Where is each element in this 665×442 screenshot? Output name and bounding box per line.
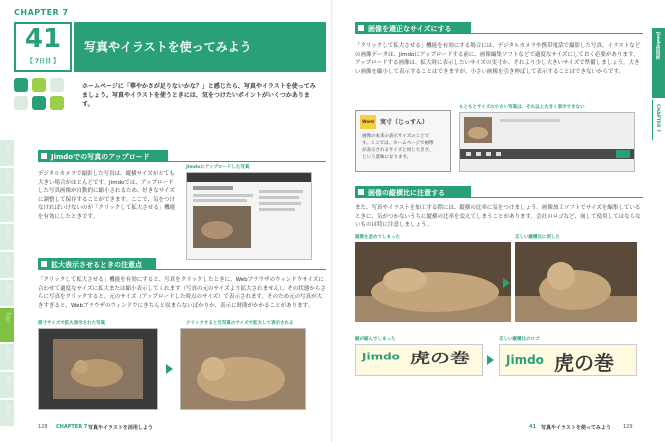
- heading-marker: [358, 25, 364, 31]
- page-number: 128: [38, 424, 48, 430]
- heading-marker: [358, 189, 364, 195]
- side-tab-day4[interactable]: [0, 224, 14, 250]
- word-badge: Word: [360, 115, 376, 129]
- caption-original-size: クリックすると元写真のサイズで拡大して表示される: [186, 321, 294, 326]
- footer-chapter: CHAPTER 7: [56, 424, 88, 430]
- page-title: 写真やイラストを使ってみよう: [84, 40, 252, 54]
- side-tab-day1[interactable]: [0, 140, 14, 166]
- caption-small-photo: もともとサイズの小さい写真は、それ以上大きく表示できない: [459, 105, 585, 110]
- title-banner: [74, 22, 326, 72]
- section-rule: [156, 269, 326, 270]
- section-heading-enlarge: [38, 258, 156, 270]
- section-rule: [471, 197, 643, 198]
- caption-correct-photo: 正しい縦横比に戻した: [515, 235, 560, 240]
- side-tab-label: 7日目: [6, 312, 11, 323]
- section-body-upload: デジタルカメラで撮影した写真は、縦横サイズがとても大きい場合がほとんどです。Jimdoでは、アップロードした写真画像が自動的に縮小されるため、好きなサイズに調整して保存することができます。ここで、気をつけなければいけないのが「クリックして拡大させる」機能を有効にしたときです。: [38, 171, 176, 220]
- side-tab-day5[interactable]: [0, 252, 14, 278]
- arrow-icon: [166, 364, 173, 374]
- footer-title: 写真やイラストを活用しよう: [88, 425, 153, 431]
- squashed-logo: [355, 344, 483, 376]
- side-tabs: [0, 140, 14, 440]
- side-tab-label: 9日目: [6, 376, 11, 387]
- caption-uploaded-photo: Jimdoにアップロードした写真: [186, 165, 250, 170]
- side-tab-day7[interactable]: [0, 308, 14, 342]
- section-heading-label: Jimdoでの写真のアップロード: [51, 153, 150, 161]
- side-tab-label: 2日目: [6, 172, 11, 183]
- heading-marker: [41, 153, 47, 159]
- side-tab-label: 1日目: [6, 144, 11, 155]
- section-body-aspect: また、写真やイラストを加工する際には、縦横の比率に気をつけましょう。画像加工ソフトでサイズを編集しているときに、気がつかないうちに縦横の比率を変えてしまうことがあります。会社のロゴなど、崩して使用してはならないものは特に注意しましょう。: [355, 205, 641, 228]
- section-heading-label: 拡大表示させるときの注意点: [51, 261, 142, 269]
- side-tab-day10[interactable]: [0, 400, 14, 426]
- side-tab-label: 6日目: [6, 284, 11, 295]
- day-number: 41: [24, 24, 62, 54]
- lightbox-screenshot-fit: [38, 328, 158, 410]
- heading-marker: [41, 261, 47, 267]
- logo-jimdo-text: Jimdo: [506, 353, 544, 367]
- side-tab-day3[interactable]: [0, 196, 14, 222]
- intro-text: ホームページに「華やかさが足りないかな？」と感じたら、写真やイラストを使ってみましょう。写真やイラストを使うときには、気をつけたいポイントがいくつかあります。: [82, 83, 316, 108]
- small-photo-editor: [460, 113, 634, 171]
- editor-header: [187, 173, 311, 182]
- footer-title: 写真やイラストを使ってみよう: [541, 425, 611, 431]
- logo-tora-text: 虎の巻: [554, 351, 614, 375]
- arrow-icon: [487, 355, 494, 365]
- side-tab-label: 5日目: [6, 256, 11, 267]
- note-text: 画像の本来の表示サイズのことです。ここでは、ホームページで画像が表示されるサイズと同じ大きさ、という意味になります。: [362, 134, 434, 160]
- jimdo-editor-screenshot: [186, 172, 312, 260]
- logo-jimdo-text: Jimdo: [362, 351, 400, 362]
- side-tab-label: 10日目: [6, 404, 11, 418]
- pencil-icon: [50, 96, 64, 110]
- caption-distorted-photo: 画像を歪めてしまった: [355, 235, 400, 240]
- section-heading-upload: [38, 150, 168, 162]
- side-tab-chapter[interactable]: [652, 100, 665, 140]
- left-page: [0, 0, 332, 442]
- side-tab-day8[interactable]: [0, 344, 14, 370]
- editor-content: [187, 182, 311, 260]
- side-tab-day6[interactable]: [0, 280, 14, 306]
- chapter-label: CHAPTER 7: [14, 8, 69, 17]
- chart-icon: [32, 78, 46, 92]
- section-body-enlarge: 「クリックして拡大させる」機能を有効にすると、写真をクリックしたときに、Webブラウザのウィンドウサイズに合わせて適度なサイズに拡大または縮小表示してくれます（写真の元のサイズより拡大されません）。その状態からさらに写真をクリックすると、元のサイズ（アップロードした時点のサイズ）で表示されます。そのため元の写真が大きすぎると、Webブラウザのウィンドウにきちんと収まらないばかりか、表示に時間がかかることがあります。: [38, 277, 326, 309]
- word-note: [355, 110, 451, 172]
- side-tab-label: Jimdo活用術: [655, 32, 660, 60]
- image-icon: [32, 96, 46, 110]
- gear-icon: [50, 78, 64, 92]
- section-heading-label: 画像を適正なサイズにする: [368, 25, 452, 33]
- side-tab-label: 4日目: [6, 228, 11, 239]
- page-number: 129: [623, 424, 633, 430]
- caption-fit-window: 原寸サイズで拡大表示された写真: [38, 321, 106, 326]
- search-icon: [14, 96, 28, 110]
- day-box: [14, 22, 72, 72]
- footer-lesson-number: 41: [529, 424, 536, 430]
- section-heading-aspect: [355, 186, 471, 198]
- section-rule: [471, 33, 643, 34]
- correct-photo: [515, 242, 637, 322]
- side-tab-label: CHAPTER 7: [655, 104, 660, 133]
- arrow-icon: [503, 278, 510, 288]
- lightbox-photo-original: [181, 329, 305, 409]
- note-title: 実寸（じっすん）: [380, 119, 429, 126]
- small-photo-screenshot: [459, 112, 635, 172]
- side-tab-day2[interactable]: [0, 168, 14, 194]
- side-tab-day9[interactable]: [0, 372, 14, 398]
- side-tab-jimdo[interactable]: [652, 28, 665, 98]
- day-label: 【 7日目 】: [26, 58, 60, 65]
- lightbox-screenshot-original: [180, 328, 306, 410]
- side-tab-label: 3日目: [6, 200, 11, 211]
- intro-icons: [14, 78, 72, 118]
- logo-tora-text: 虎の巻: [410, 349, 470, 367]
- correct-logo: [499, 344, 637, 376]
- lightbox-photo-fit: [39, 329, 157, 409]
- section-heading-resize: [355, 22, 471, 34]
- section-heading-label: 画像の縦横比に注意する: [368, 189, 445, 197]
- side-tab-label: 8日目: [6, 348, 11, 359]
- section-body-resize: 「クリックして拡大させる」機能を有効にする場合には、デジタルカメラや携帯電話で撮影した写真、イラストなどの画像データは、Jimdoにアップロードする前に、画像編集ソフトなどで適度なサイズにしておく必要があります。アップロードする画像は、拡大時に表示したいサイズの実寸か、それより少し大きいサイズで準備しましょう。大きい画像を縮小して表示することはできますが、小さい画像を引き伸ばして表示することはできないからです。: [355, 43, 641, 75]
- heart-icon: [14, 78, 28, 92]
- section-rule: [168, 161, 326, 162]
- distorted-photo: [355, 242, 511, 322]
- caption-correct-logo: 正しい縦横比のロゴ: [499, 337, 540, 342]
- caption-squashed-logo: 縦が縮んでしまった: [355, 337, 396, 342]
- right-page: [333, 0, 665, 442]
